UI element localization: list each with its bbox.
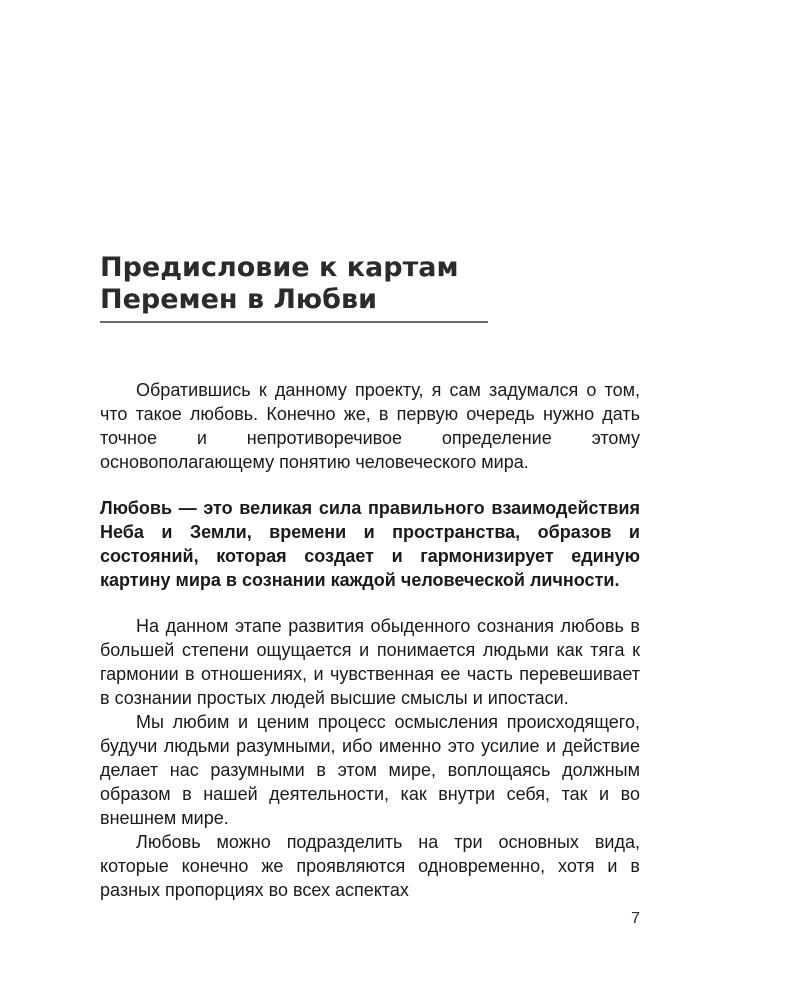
paragraph-comprehension: Мы любим и ценим процесс осмысления происходящего, будучи людьми разумными, ибо именно это усилие и действие делает нас разумными в этом мире, воплощаясь должным образом в нашей деятельности, как внутри себя, так и во внешнем мире. (100, 712, 640, 828)
paragraph-ordinary-consciousness: На данном этапе развития обыденного сознания любовь в большей степени ощущается и понимается людьми как тяга к гармонии в отношениях, и чувственная ее часть перевешивает в сознании простых людей высшие смыслы и ипостаси. (100, 616, 640, 708)
paragraph-intro: Обратившись к данному проекту, я сам задумался о том, что такое любовь. Конечно же, в первую очередь нужно дать точное и непротиворечивое определение этому основополагающему понятию человеческого мира. (100, 380, 640, 472)
paragraph-love-definition: Любовь — это великая сила правильного взаимодействия Неба и Земли, времени и пространства, образов и состояний, которая создает и гармонизирует единую картину мира в сознании каждой человеческой личности. (100, 498, 640, 590)
paragraph-three-kinds: Любовь можно подразделить на три основных вида, которые конечно же проявляются одновременно, хотя и в разных пропорциях во всех аспектах (100, 832, 640, 900)
body-text (100, 378, 640, 902)
page-number: 7 (631, 910, 640, 927)
chapter-title-line-1: Предисловие к картам (100, 252, 459, 283)
chapter-title-line-2: Перемен в Любви (100, 284, 378, 315)
title-underline-rule (100, 321, 488, 323)
chapter-title (100, 252, 580, 316)
